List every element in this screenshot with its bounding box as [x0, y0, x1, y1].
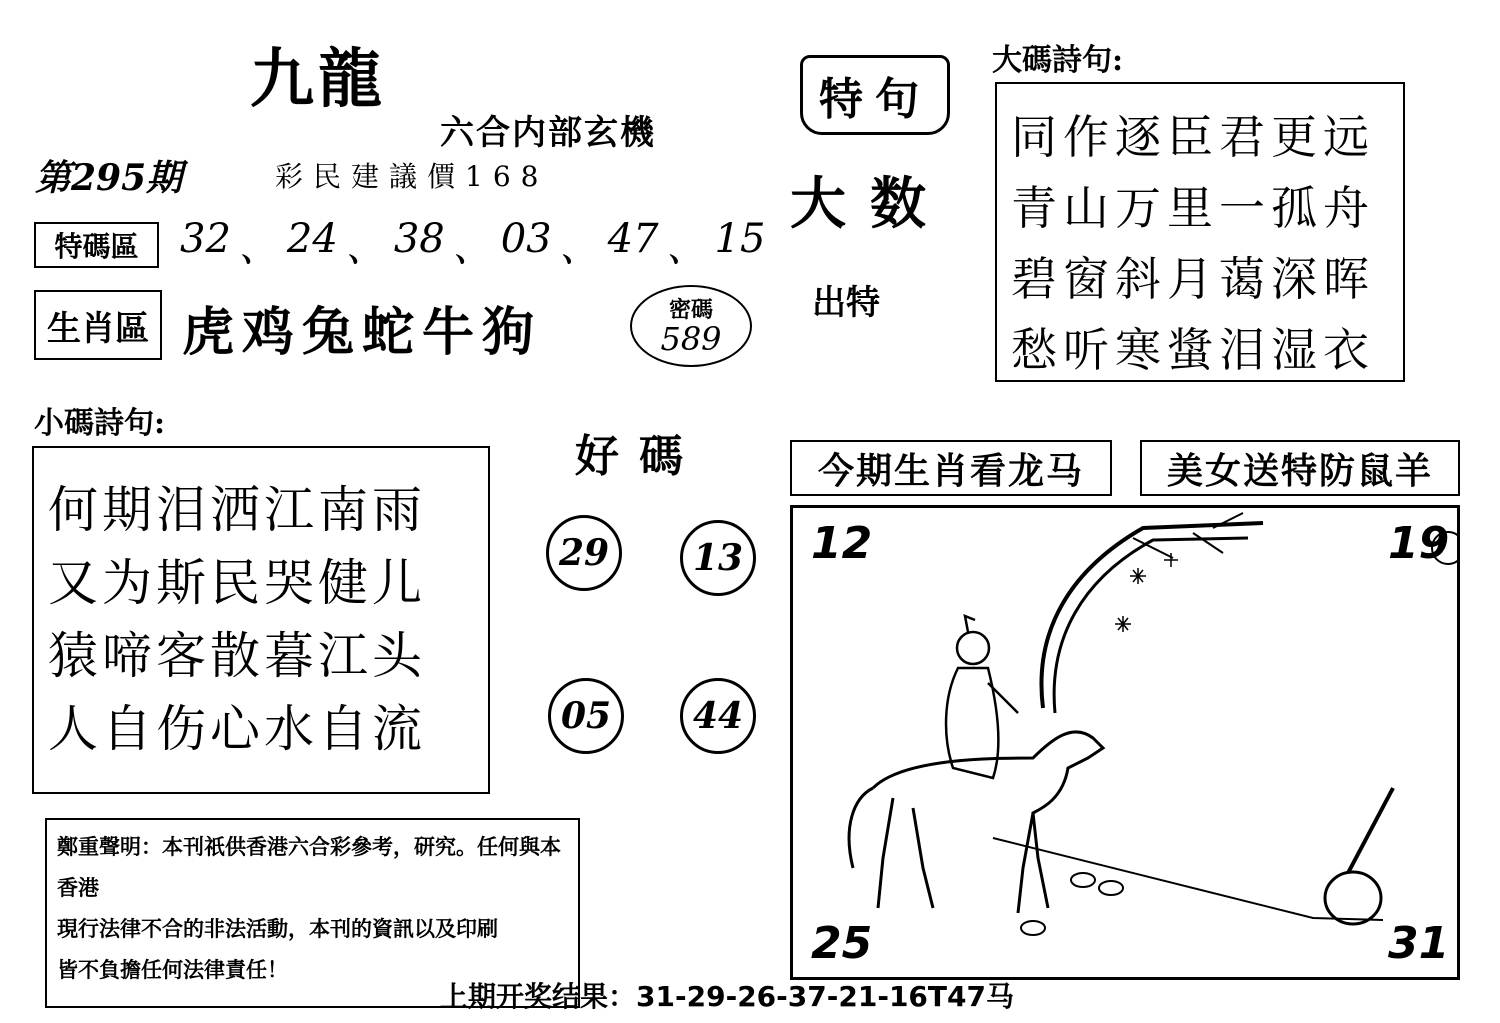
special-number: 03: [500, 216, 552, 262]
illustration-frame: [790, 505, 1460, 980]
poem-line: 何期泪洒江南雨: [48, 481, 426, 539]
corner-number: 25: [811, 918, 873, 969]
poem-line: 同作逐臣君更远: [1011, 110, 1375, 164]
separator: 、: [238, 225, 279, 271]
issue-number: 第295期: [35, 157, 183, 199]
hint-box: 今期生肖看龙马: [790, 440, 1112, 496]
special-label: 特碼區: [34, 222, 159, 268]
good-number-circle: 29: [546, 515, 622, 591]
page-title: 九龍: [250, 42, 386, 117]
special-number: 24: [286, 216, 338, 262]
zodiac-animals: 虎鸡兔蛇牛狗: [182, 302, 543, 363]
poem-line: 猿啼客散暮江头: [48, 627, 426, 685]
disclaimer-line: 皆不負擔任何法律責任！: [57, 957, 288, 982]
good-number-circle: 44: [680, 678, 756, 754]
corner-number: 12: [811, 518, 873, 569]
disclaimer-line: 鄭重聲明：本刊祇供香港六合彩參考，研究。任何與本香港: [57, 834, 561, 900]
separator: 、: [345, 225, 386, 271]
good-number-circle: 05: [548, 678, 624, 754]
poem-line: 人自伤心水自流: [48, 700, 426, 758]
rider-illustration: [793, 508, 1457, 977]
poem-line: 愁听寒螀泪湿衣: [1011, 323, 1375, 377]
big-number-text: 大数: [790, 171, 950, 237]
small-poem-title: 小碼詩句:: [34, 406, 166, 441]
zodiac-label: 生肖區: [34, 290, 162, 360]
poem-line: 碧窗斜月蔼深晖: [1011, 252, 1375, 306]
corner-number: 31: [1388, 918, 1450, 969]
te-ju-badge: 特句: [800, 55, 950, 135]
secret-code-value: 589: [660, 320, 722, 358]
good-numbers-title: 好碼: [575, 431, 703, 482]
poem-line: 青山万里一孤舟: [1011, 181, 1375, 235]
secret-code-bubble: [630, 285, 752, 367]
last-result-value: 31-29-26-37-21-16T47马: [636, 980, 1014, 1013]
big-poem-title: 大碼詩句:: [992, 43, 1124, 78]
separator: 、: [666, 225, 707, 271]
last-result: [440, 975, 1014, 1015]
secret-code-label: 密碼: [668, 297, 713, 323]
hint-box: 美女送特防鼠羊: [1140, 440, 1460, 496]
good-number-circle: 13: [680, 520, 756, 596]
separator: 、: [559, 225, 600, 271]
special-number: 32: [180, 216, 231, 262]
poem-line: 又为斯民哭健儿: [48, 554, 426, 612]
special-numbers: [180, 216, 765, 273]
price-text: 彩民建議價168: [275, 160, 549, 193]
small-poem-box: [32, 446, 490, 794]
special-number: 38: [393, 216, 445, 262]
page-subtitle: 六合内部玄機: [440, 113, 656, 153]
special-number: 47: [607, 216, 659, 262]
chu-te-text: 出特: [812, 283, 880, 323]
last-result-label: 上期开奖结果：: [440, 980, 637, 1013]
special-number: 15: [714, 216, 766, 262]
big-poem-box: [995, 82, 1405, 382]
separator: 、: [452, 225, 493, 271]
disclaimer-line: 現行法律不合的非法活動，本刊的資訊以及印刷: [57, 916, 498, 941]
corner-number: 19: [1388, 518, 1450, 569]
